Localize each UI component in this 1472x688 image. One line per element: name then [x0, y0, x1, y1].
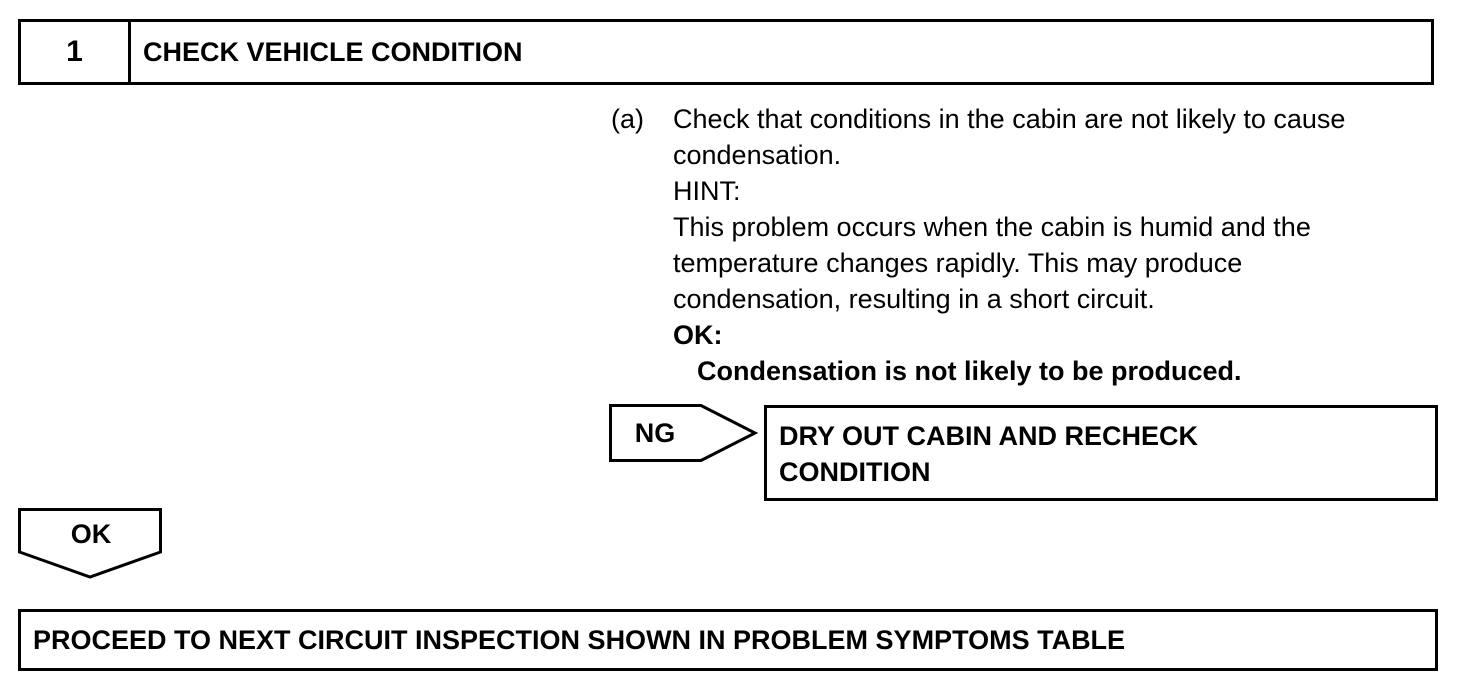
ng-arrow [609, 404, 761, 462]
ok-arrow [18, 508, 164, 580]
step-header [18, 19, 1434, 85]
instruction-body [673, 101, 1438, 389]
ok-label: OK [70, 518, 112, 549]
hint-line: This problem occurs when the cabin is humid and the [673, 212, 1311, 242]
ng-result-line: DRY OUT CABIN AND RECHECK [779, 421, 1199, 451]
ng-result-box [764, 405, 1438, 501]
ok-result-box: PROCEED TO NEXT CIRCUIT INSPECTION SHOWN IN PROBLEM SYMPTOMS TABLE [18, 609, 1438, 671]
hint-label: HINT: [673, 176, 741, 206]
hint-line: temperature changes rapidly. This may produce [673, 248, 1243, 278]
step-number: 1 [21, 22, 131, 82]
instruction-line: Check that conditions in the cabin are not likely to cause [673, 104, 1346, 134]
ng-label: NG [634, 417, 676, 448]
instruction-line: condensation. [673, 140, 842, 170]
step-title: CHECK VEHICLE CONDITION [143, 36, 523, 67]
ng-result-line: CONDITION [779, 457, 931, 487]
ok-criterion-label: OK: [673, 320, 723, 350]
ok-criterion: Condensation is not likely to be produced. [697, 356, 1242, 386]
instruction-marker: (a) [611, 104, 644, 134]
hint-line: condensation, resulting in a short circuit. [673, 284, 1155, 314]
